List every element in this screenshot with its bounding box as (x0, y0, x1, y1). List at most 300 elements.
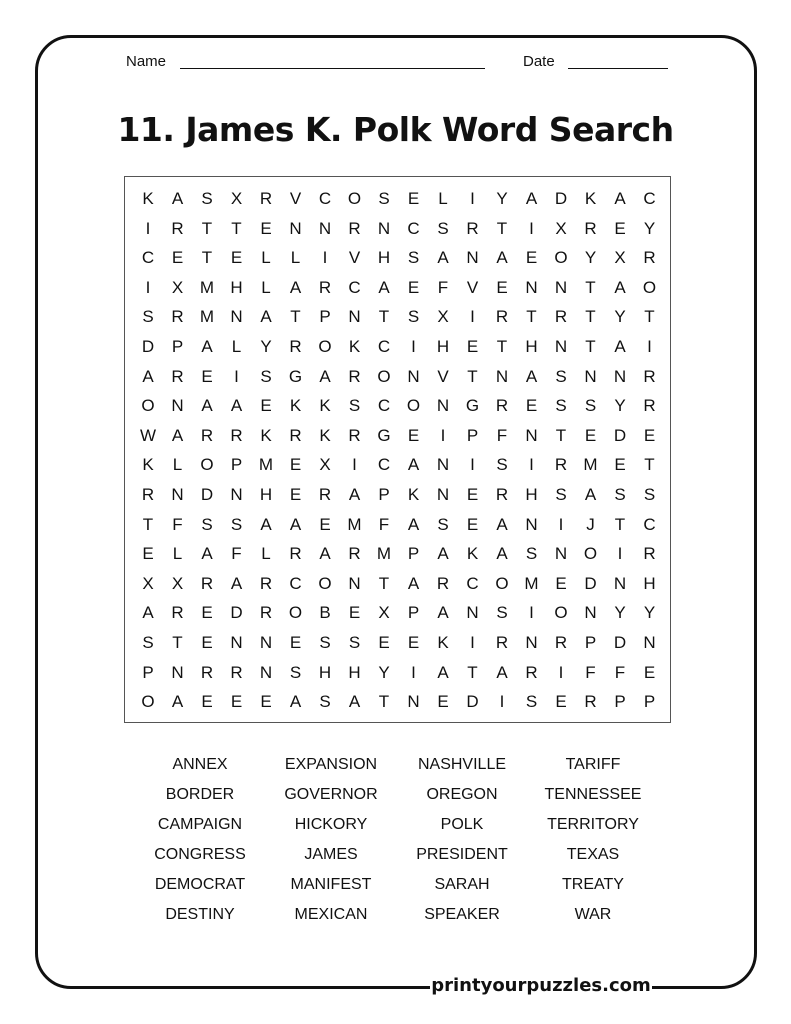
grid-letter[interactable]: O (554, 248, 568, 268)
grid-letter[interactable]: N (584, 366, 597, 386)
grid-letter[interactable]: S (614, 485, 626, 504)
grid-letter[interactable]: A (201, 544, 213, 564)
grid-letter[interactable]: L (231, 337, 242, 356)
grid-letter[interactable]: R (643, 366, 656, 386)
grid-letter[interactable]: I (234, 366, 239, 386)
grid-letter[interactable]: N (554, 277, 568, 297)
grid-letter[interactable]: V (348, 248, 361, 268)
grid-letter[interactable]: E (348, 603, 361, 623)
grid-letter[interactable]: I (411, 337, 416, 356)
grid-letter[interactable]: C (377, 337, 391, 356)
grid-letter[interactable]: P (407, 544, 420, 564)
grid-letter[interactable]: R (554, 307, 568, 327)
grid-letter[interactable]: I (529, 603, 534, 623)
grid-letter[interactable]: C (289, 573, 302, 593)
grid-letter[interactable]: I (322, 248, 328, 268)
date-field[interactable] (568, 68, 668, 69)
grid-letter[interactable]: D (584, 573, 597, 593)
grid-letter[interactable]: S (555, 366, 567, 386)
grid-letter[interactable]: S (348, 633, 361, 652)
grid-letter[interactable]: E (171, 248, 184, 268)
grid-letter[interactable]: H (259, 485, 273, 504)
grid-letter[interactable]: C (141, 248, 155, 268)
grid-letter[interactable]: S (525, 544, 538, 564)
grid-letter[interactable]: T (644, 307, 655, 327)
grid-letter[interactable]: S (525, 692, 538, 712)
grid-letter[interactable]: O (377, 366, 391, 386)
grid-letter[interactable]: E (289, 633, 302, 652)
grid-letter[interactable]: Y (378, 662, 390, 682)
grid-letter[interactable]: S (496, 603, 508, 623)
grid-letter[interactable]: N (495, 366, 509, 386)
grid-letter[interactable]: A (289, 692, 302, 712)
grid-letter[interactable]: D (230, 603, 243, 623)
grid-letter[interactable]: A (614, 277, 626, 297)
grid-letter[interactable]: A (289, 277, 302, 297)
grid-letter[interactable]: R (171, 603, 184, 623)
grid-letter[interactable]: O (288, 603, 303, 623)
grid-letter[interactable]: R (495, 396, 509, 416)
grid-letter[interactable]: E (643, 662, 656, 682)
grid-letter[interactable]: A (496, 248, 508, 268)
grid-letter[interactable]: K (319, 425, 331, 445)
grid-letter[interactable]: S (584, 396, 597, 416)
grid-letter[interactable]: N (171, 396, 184, 416)
grid-letter[interactable]: L (290, 248, 301, 268)
grid-letter[interactable]: A (584, 485, 597, 504)
grid-letter[interactable]: E (525, 248, 538, 268)
grid-letter[interactable]: O (200, 455, 214, 475)
grid-letter[interactable]: S (348, 396, 361, 416)
grid-letter[interactable]: N (407, 692, 420, 712)
grid-letter[interactable]: V (289, 189, 302, 208)
grid-letter[interactable]: E (201, 692, 213, 712)
grid-letter[interactable]: N (436, 396, 450, 416)
grid-letter[interactable]: P (466, 425, 479, 445)
grid-letter[interactable]: N (171, 485, 184, 504)
grid-letter[interactable]: T (496, 218, 508, 238)
grid-letter[interactable]: X (230, 189, 243, 208)
grid-letter[interactable]: N (348, 307, 361, 327)
grid-letter[interactable]: R (643, 544, 656, 564)
grid-letter[interactable]: E (466, 485, 479, 504)
grid-letter[interactable]: T (614, 514, 626, 534)
grid-letter[interactable]: A (437, 662, 449, 682)
grid-letter[interactable]: D (613, 633, 627, 652)
grid-letter[interactable]: P (378, 485, 390, 504)
grid-letter[interactable]: N (554, 544, 568, 564)
grid-letter[interactable]: E (584, 425, 597, 445)
grid-letter[interactable]: K (584, 189, 597, 208)
grid-letter[interactable]: S (201, 189, 213, 208)
grid-letter[interactable]: Y (643, 218, 656, 238)
grid-letter[interactable]: N (525, 425, 538, 445)
grid-letter[interactable]: E (407, 425, 420, 445)
grid-letter[interactable]: N (348, 573, 361, 593)
grid-letter[interactable]: H (525, 485, 538, 504)
grid-letter[interactable]: K (348, 337, 361, 356)
grid-letter[interactable]: W (139, 425, 157, 445)
grid-letter[interactable]: A (230, 396, 243, 416)
grid-letter[interactable]: T (644, 455, 655, 475)
grid-letter[interactable]: N (613, 573, 627, 593)
grid-letter[interactable]: N (171, 662, 184, 682)
grid-letter[interactable]: F (437, 277, 449, 297)
letter-grid[interactable] (124, 176, 671, 723)
grid-letter[interactable]: R (259, 573, 273, 593)
grid-letter[interactable]: A (614, 337, 626, 356)
grid-letter[interactable]: E (230, 692, 243, 712)
grid-letter[interactable]: E (319, 514, 331, 534)
grid-letter[interactable]: N (554, 337, 568, 356)
grid-letter[interactable]: A (289, 514, 302, 534)
grid-letter[interactable]: I (558, 662, 564, 682)
grid-letter[interactable]: E (407, 633, 420, 652)
grid-letter[interactable]: C (643, 189, 656, 208)
grid-letter[interactable]: R (200, 425, 214, 445)
grid-letter[interactable]: A (496, 514, 508, 534)
grid-letter[interactable]: C (377, 396, 391, 416)
grid-letter[interactable]: E (260, 218, 272, 238)
grid-letter[interactable]: A (437, 248, 449, 268)
grid-letter[interactable]: R (584, 692, 597, 712)
grid-letter[interactable]: X (378, 603, 390, 623)
grid-letter[interactable]: R (171, 218, 184, 238)
grid-letter[interactable]: T (201, 248, 213, 268)
grid-letter[interactable]: K (407, 485, 420, 504)
grid-letter[interactable]: R (259, 603, 273, 623)
grid-letter[interactable]: N (259, 662, 273, 682)
grid-letter[interactable]: T (378, 307, 390, 327)
grid-letter[interactable]: E (378, 633, 390, 652)
grid-letter[interactable]: C (377, 455, 391, 475)
grid-letter[interactable]: N (436, 455, 450, 475)
grid-letter[interactable]: S (142, 633, 154, 652)
grid-letter[interactable]: S (260, 366, 272, 386)
grid-letter[interactable]: E (230, 248, 243, 268)
grid-letter[interactable]: R (584, 218, 597, 238)
grid-letter[interactable]: S (142, 307, 154, 327)
grid-letter[interactable]: I (470, 455, 475, 475)
grid-letter[interactable]: E (142, 544, 154, 564)
grid-letter[interactable]: R (259, 189, 273, 208)
grid-letter[interactable]: D (200, 485, 214, 504)
grid-letter[interactable]: E (437, 692, 449, 712)
grid-letter[interactable]: V (437, 366, 449, 386)
grid-letter[interactable]: F (172, 514, 183, 534)
grid-letter[interactable]: A (496, 662, 508, 682)
grid-letter[interactable]: R (289, 337, 302, 356)
grid-letter[interactable]: A (171, 425, 184, 445)
grid-letter[interactable]: D (141, 337, 155, 356)
grid-letter[interactable]: A (319, 366, 331, 386)
grid-letter[interactable]: I (145, 277, 151, 297)
grid-letter[interactable]: G (288, 366, 303, 386)
grid-letter[interactable]: R (643, 396, 656, 416)
grid-letter[interactable]: R (466, 218, 479, 238)
grid-letter[interactable]: N (643, 633, 656, 652)
grid-letter[interactable]: R (348, 425, 361, 445)
grid-letter[interactable]: N (525, 514, 538, 534)
grid-letter[interactable]: S (437, 218, 449, 238)
grid-letter[interactable]: R (171, 366, 184, 386)
grid-letter[interactable]: I (440, 425, 446, 445)
grid-letter[interactable]: E (289, 455, 302, 475)
grid-letter[interactable]: X (171, 573, 184, 593)
grid-letter[interactable]: O (318, 573, 332, 593)
grid-letter[interactable]: F (378, 514, 390, 534)
grid-letter[interactable]: A (614, 189, 626, 208)
grid-letter[interactable]: I (529, 455, 534, 475)
grid-letter[interactable]: A (171, 692, 184, 712)
grid-letter[interactable]: R (289, 544, 302, 564)
grid-letter[interactable]: O (642, 277, 657, 297)
grid-letter[interactable]: A (171, 189, 184, 208)
grid-letter[interactable]: E (643, 425, 656, 445)
grid-letter[interactable]: S (407, 248, 420, 268)
grid-letter[interactable]: E (555, 692, 567, 712)
grid-letter[interactable]: L (261, 277, 271, 297)
grid-letter[interactable]: L (438, 189, 448, 208)
grid-letter[interactable]: M (199, 307, 215, 327)
name-field[interactable] (180, 68, 485, 69)
grid-letter[interactable]: A (142, 603, 154, 623)
grid-letter[interactable]: I (470, 307, 475, 327)
grid-letter[interactable]: R (230, 662, 243, 682)
grid-letter[interactable]: A (230, 573, 243, 593)
grid-letter[interactable]: T (555, 425, 567, 445)
grid-letter[interactable]: T (172, 633, 183, 652)
grid-letter[interactable]: O (406, 396, 421, 416)
grid-letter[interactable]: R (289, 425, 302, 445)
grid-letter[interactable]: S (555, 485, 567, 504)
grid-letter[interactable]: E (614, 455, 626, 475)
grid-letter[interactable]: E (289, 485, 302, 504)
grid-letter[interactable]: E (555, 573, 567, 593)
grid-letter[interactable]: S (496, 455, 508, 475)
grid-letter[interactable]: I (647, 337, 652, 356)
grid-letter[interactable]: X (171, 277, 184, 297)
grid-letter[interactable]: O (141, 396, 155, 416)
grid-letter[interactable]: E (201, 633, 213, 652)
grid-letter[interactable]: S (378, 189, 390, 208)
grid-letter[interactable]: N (259, 633, 273, 652)
grid-letter[interactable]: P (142, 662, 154, 682)
grid-letter[interactable]: K (466, 544, 479, 564)
grid-letter[interactable]: I (529, 218, 534, 238)
grid-letter[interactable]: K (260, 425, 272, 445)
grid-letter[interactable]: P (614, 692, 626, 712)
grid-letter[interactable]: K (142, 189, 154, 208)
grid-letter[interactable]: C (466, 573, 479, 593)
grid-letter[interactable]: E (260, 396, 272, 416)
grid-letter[interactable]: E (407, 189, 420, 208)
grid-letter[interactable]: M (347, 514, 362, 534)
grid-letter[interactable]: S (407, 307, 420, 327)
grid-letter[interactable]: I (558, 514, 564, 534)
grid-letter[interactable]: R (495, 307, 509, 327)
grid-letter[interactable]: A (407, 455, 420, 475)
grid-letter[interactable]: R (554, 455, 568, 475)
grid-letter[interactable]: R (348, 366, 361, 386)
grid-letter[interactable]: E (614, 218, 626, 238)
grid-letter[interactable]: T (290, 307, 301, 327)
grid-letter[interactable]: N (289, 218, 302, 238)
grid-letter[interactable]: R (436, 573, 450, 593)
grid-letter[interactable]: N (466, 603, 479, 623)
grid-letter[interactable]: R (495, 633, 509, 652)
grid-letter[interactable]: A (378, 277, 390, 297)
grid-letter[interactable]: R (318, 277, 332, 297)
grid-letter[interactable]: M (376, 544, 392, 564)
grid-letter[interactable]: I (145, 218, 151, 238)
grid-letter[interactable]: T (496, 337, 508, 356)
grid-letter[interactable]: N (525, 277, 538, 297)
grid-letter[interactable]: L (261, 544, 271, 564)
grid-letter[interactable]: R (643, 248, 656, 268)
grid-letter[interactable]: N (613, 366, 627, 386)
grid-letter[interactable]: S (643, 485, 656, 504)
grid-letter[interactable]: E (260, 692, 272, 712)
grid-letter[interactable]: T (467, 366, 478, 386)
grid-letter[interactable]: M (583, 455, 598, 475)
grid-letter[interactable]: K (142, 455, 154, 475)
grid-letter[interactable]: K (437, 633, 449, 652)
grid-letter[interactable]: S (319, 692, 331, 712)
grid-letter[interactable]: A (201, 396, 213, 416)
grid-letter[interactable]: D (554, 189, 568, 208)
grid-letter[interactable]: P (171, 337, 184, 356)
grid-letter[interactable]: H (436, 337, 450, 356)
grid-letter[interactable]: T (378, 692, 390, 712)
grid-letter[interactable]: A (437, 603, 449, 623)
grid-letter[interactable]: P (319, 307, 331, 327)
grid-letter[interactable]: R (495, 485, 509, 504)
grid-letter[interactable]: T (142, 514, 154, 534)
grid-letter[interactable]: E (496, 277, 508, 297)
grid-letter[interactable]: L (172, 544, 183, 564)
grid-letter[interactable]: R (318, 485, 332, 504)
grid-letter[interactable]: N (318, 218, 332, 238)
grid-letter[interactable]: Y (643, 603, 656, 623)
grid-letter[interactable]: Y (584, 248, 597, 268)
grid-letter[interactable]: A (407, 514, 420, 534)
grid-letter[interactable]: O (583, 544, 598, 564)
grid-letter[interactable]: J (586, 514, 595, 534)
grid-letter[interactable]: C (318, 189, 332, 208)
grid-letter[interactable]: M (258, 455, 274, 475)
grid-letter[interactable]: S (230, 514, 243, 534)
grid-letter[interactable]: N (466, 248, 479, 268)
grid-letter[interactable]: A (496, 544, 508, 564)
grid-letter[interactable]: E (466, 514, 479, 534)
grid-letter[interactable]: Y (260, 337, 272, 356)
grid-letter[interactable]: A (260, 514, 272, 534)
grid-letter[interactable]: S (437, 514, 449, 534)
grid-letter[interactable]: H (525, 337, 538, 356)
grid-letter[interactable]: F (496, 425, 508, 445)
grid-letter[interactable]: A (348, 692, 361, 712)
grid-letter[interactable]: L (172, 455, 183, 475)
grid-letter[interactable]: E (407, 277, 420, 297)
grid-letter[interactable]: N (407, 366, 420, 386)
grid-letter[interactable]: O (318, 337, 332, 356)
grid-letter[interactable]: I (499, 692, 505, 712)
grid-letter[interactable]: N (584, 603, 597, 623)
grid-letter[interactable]: I (411, 662, 416, 682)
grid-letter[interactable]: N (525, 633, 538, 652)
grid-letter[interactable]: R (348, 218, 361, 238)
grid-letter[interactable]: T (585, 307, 596, 327)
grid-letter[interactable]: I (352, 455, 357, 475)
grid-letter[interactable]: N (377, 218, 391, 238)
grid-letter[interactable]: C (348, 277, 361, 297)
grid-letter[interactable]: R (525, 662, 538, 682)
grid-letter[interactable]: G (377, 425, 391, 445)
grid-letter[interactable]: F (231, 544, 242, 564)
grid-letter[interactable]: I (470, 633, 475, 652)
grid-letter[interactable]: M (524, 573, 539, 593)
grid-letter[interactable]: F (585, 662, 596, 682)
grid-letter[interactable]: A (319, 544, 331, 564)
grid-letter[interactable]: T (585, 337, 596, 356)
grid-letter[interactable]: O (141, 692, 155, 712)
grid-letter[interactable]: Y (496, 189, 508, 208)
grid-letter[interactable]: H (348, 662, 361, 682)
grid-letter[interactable]: I (617, 544, 623, 564)
grid-letter[interactable]: A (201, 337, 213, 356)
grid-letter[interactable]: N (230, 485, 243, 504)
grid-letter[interactable]: O (495, 573, 509, 593)
grid-letter[interactable]: R (141, 485, 155, 504)
grid-letter[interactable]: C (643, 514, 656, 534)
grid-letter[interactable]: L (261, 248, 271, 268)
grid-letter[interactable]: A (348, 485, 361, 504)
grid-letter[interactable]: N (436, 485, 450, 504)
grid-letter[interactable]: R (554, 633, 568, 652)
grid-letter[interactable]: A (142, 366, 154, 386)
grid-letter[interactable]: T (585, 277, 596, 297)
grid-letter[interactable]: S (555, 396, 567, 416)
grid-letter[interactable]: P (643, 692, 656, 712)
grid-letter[interactable]: F (614, 662, 626, 682)
grid-letter[interactable]: T (231, 218, 242, 238)
grid-letter[interactable]: K (289, 396, 302, 416)
grid-letter[interactable]: T (378, 573, 390, 593)
grid-letter[interactable]: R (230, 425, 243, 445)
grid-letter[interactable]: X (437, 307, 449, 327)
grid-letter[interactable]: X (614, 248, 626, 268)
grid-letter[interactable]: T (526, 307, 537, 327)
grid-letter[interactable]: R (348, 544, 361, 564)
grid-letter[interactable]: E (201, 366, 213, 386)
grid-letter[interactable]: Y (614, 603, 626, 623)
grid-letter[interactable]: E (201, 603, 213, 623)
grid-letter[interactable]: I (470, 189, 475, 208)
grid-letter[interactable]: Y (614, 396, 626, 416)
grid-letter[interactable]: H (643, 573, 656, 593)
grid-letter[interactable]: C (407, 218, 420, 238)
grid-letter[interactable]: D (466, 692, 479, 712)
grid-letter[interactable]: O (554, 603, 568, 623)
grid-letter[interactable]: D (613, 425, 627, 445)
grid-letter[interactable]: T (467, 662, 478, 682)
grid-letter[interactable]: A (525, 366, 538, 386)
grid-letter[interactable]: P (584, 633, 597, 652)
grid-letter[interactable]: G (465, 396, 480, 416)
grid-letter[interactable]: R (200, 662, 214, 682)
grid-letter[interactable]: N (230, 307, 243, 327)
